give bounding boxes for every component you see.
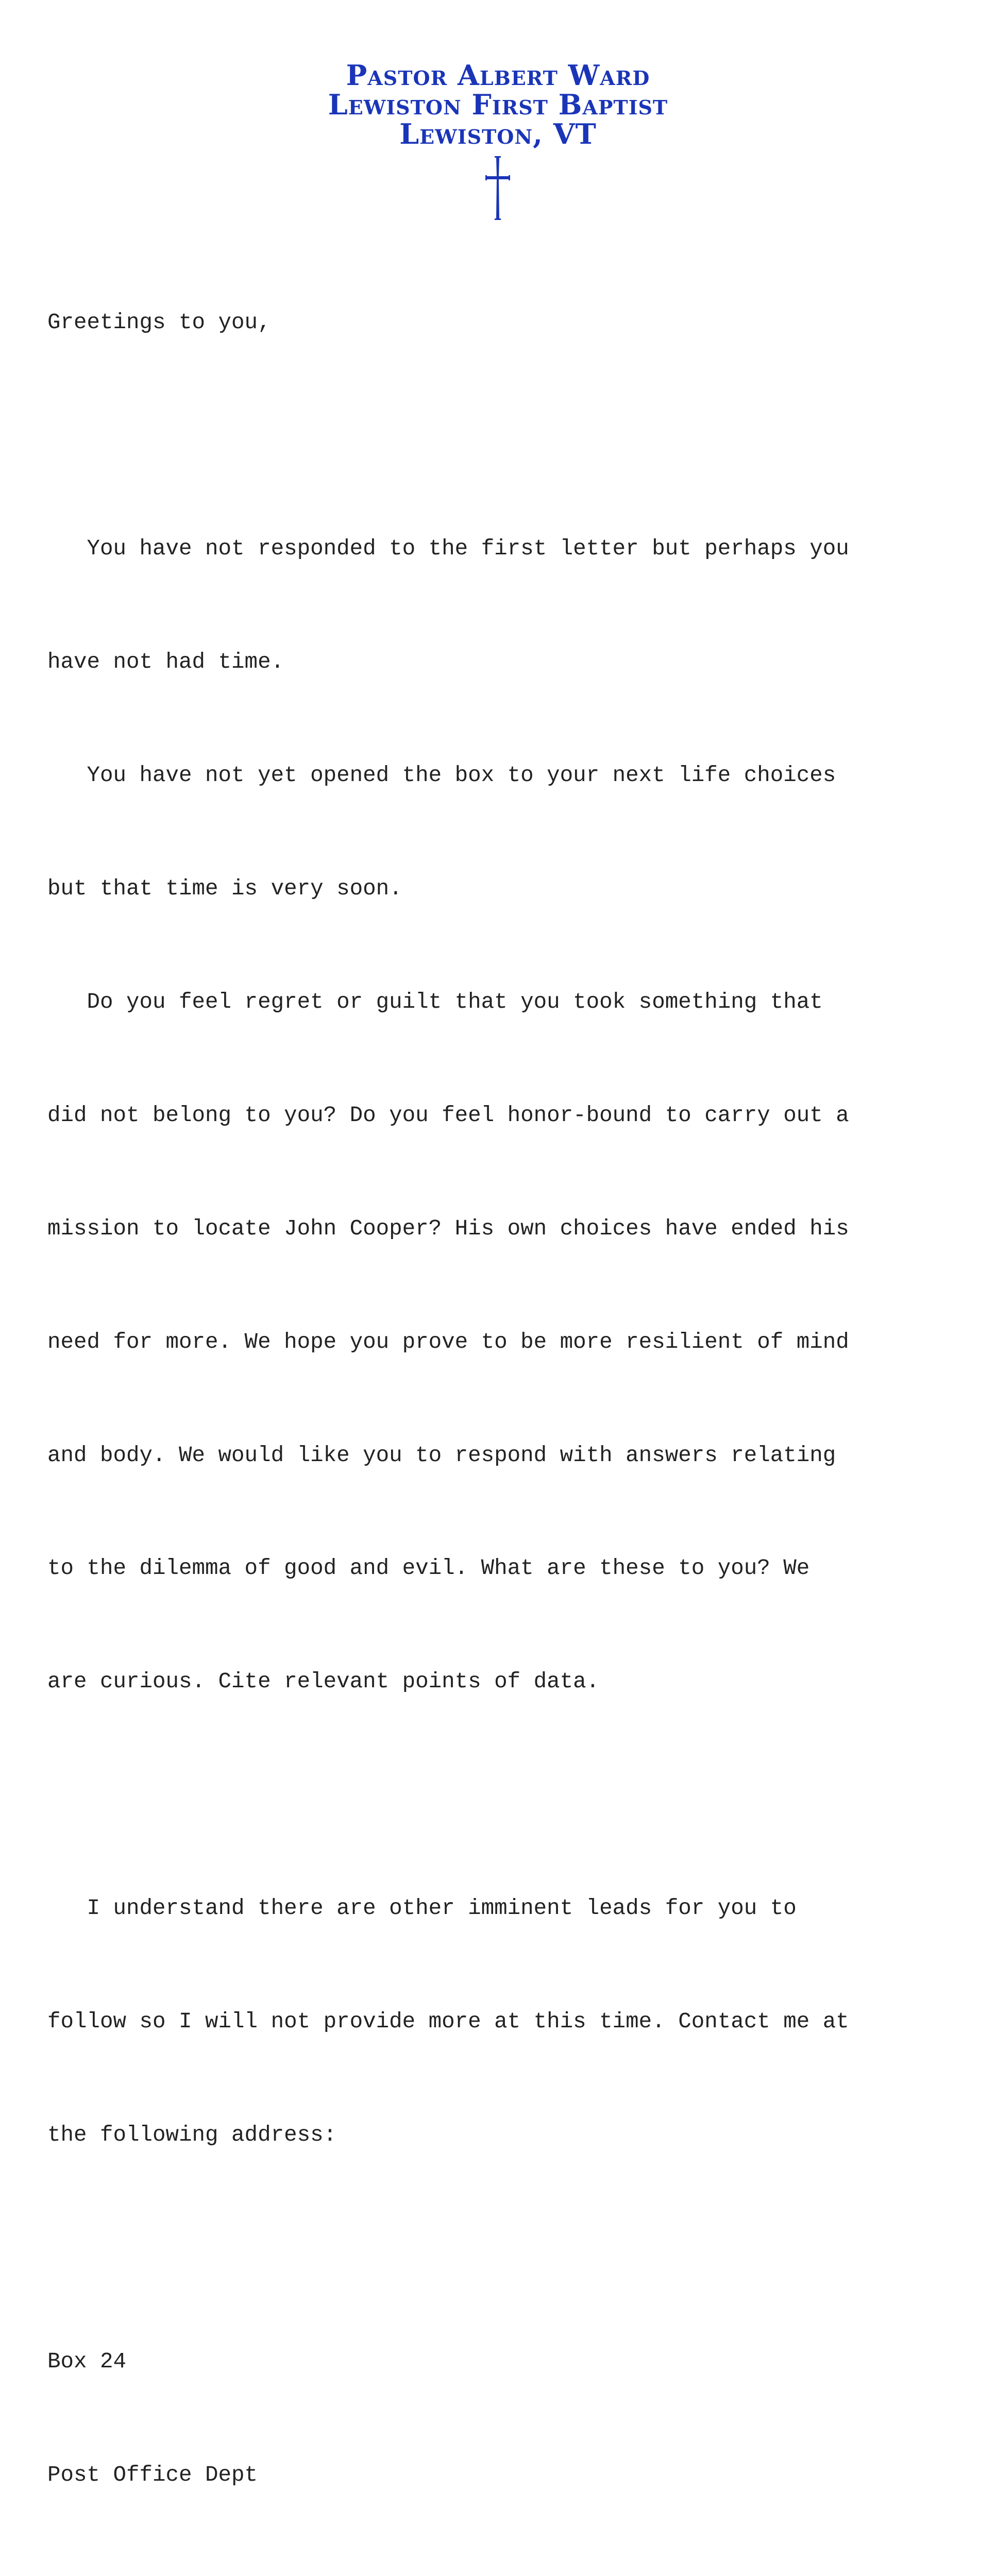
letter-line: need for more. We hope you prove to be more resilient of mind: [47, 1329, 849, 1354]
letter-line: but that time is very soon.: [47, 876, 402, 902]
letter-line: You have not responded to the first letter but perhaps you: [47, 536, 849, 562]
letter-line: are curious. Cite relevant points of data.: [47, 1669, 600, 1694]
letter-body: [47, 228, 954, 2576]
letter-line: have not had time.: [47, 650, 284, 675]
letterhead-name: Pastor Albert Ward: [346, 59, 650, 92]
address-line: [47, 2569, 954, 2576]
letter-line: did not belong to you? Do you feel honor-bound to carry out a: [47, 1103, 849, 1128]
blank-line: [47, 417, 954, 454]
greeting: Greetings to you,: [47, 310, 271, 335]
blank-line: [47, 2230, 954, 2267]
letter-line: I understand there are other imminent leads for you to: [47, 1896, 797, 1921]
letter-line: the following address:: [47, 2122, 337, 2147]
letter-line: You have not yet opened the box to your next life choices: [47, 763, 836, 788]
address-line: Post Office Dept: [47, 2462, 258, 2487]
letterhead: [0, 61, 996, 149]
letter-line: to the dilemma of good and evil. What are these to you? We: [47, 1556, 810, 1581]
letterhead-location: Lewiston, VT: [399, 117, 597, 150]
letterhead-church: Lewiston First Baptist: [328, 88, 668, 121]
letter-line: follow so I will not provide more at this time. Contact me at: [47, 2009, 849, 2034]
letter-line: [47, 1776, 954, 1814]
letter-line: and body. We would like you to respond with answers relating: [47, 1443, 836, 1468]
letter-line: Do you feel regret or guilt that you took something that: [47, 989, 823, 1014]
latin-cross-icon: [482, 155, 513, 222]
address-line: Box 24: [47, 2349, 127, 2374]
letter-line: mission to locate John Cooper? His own choices have ended his: [47, 1216, 849, 1241]
